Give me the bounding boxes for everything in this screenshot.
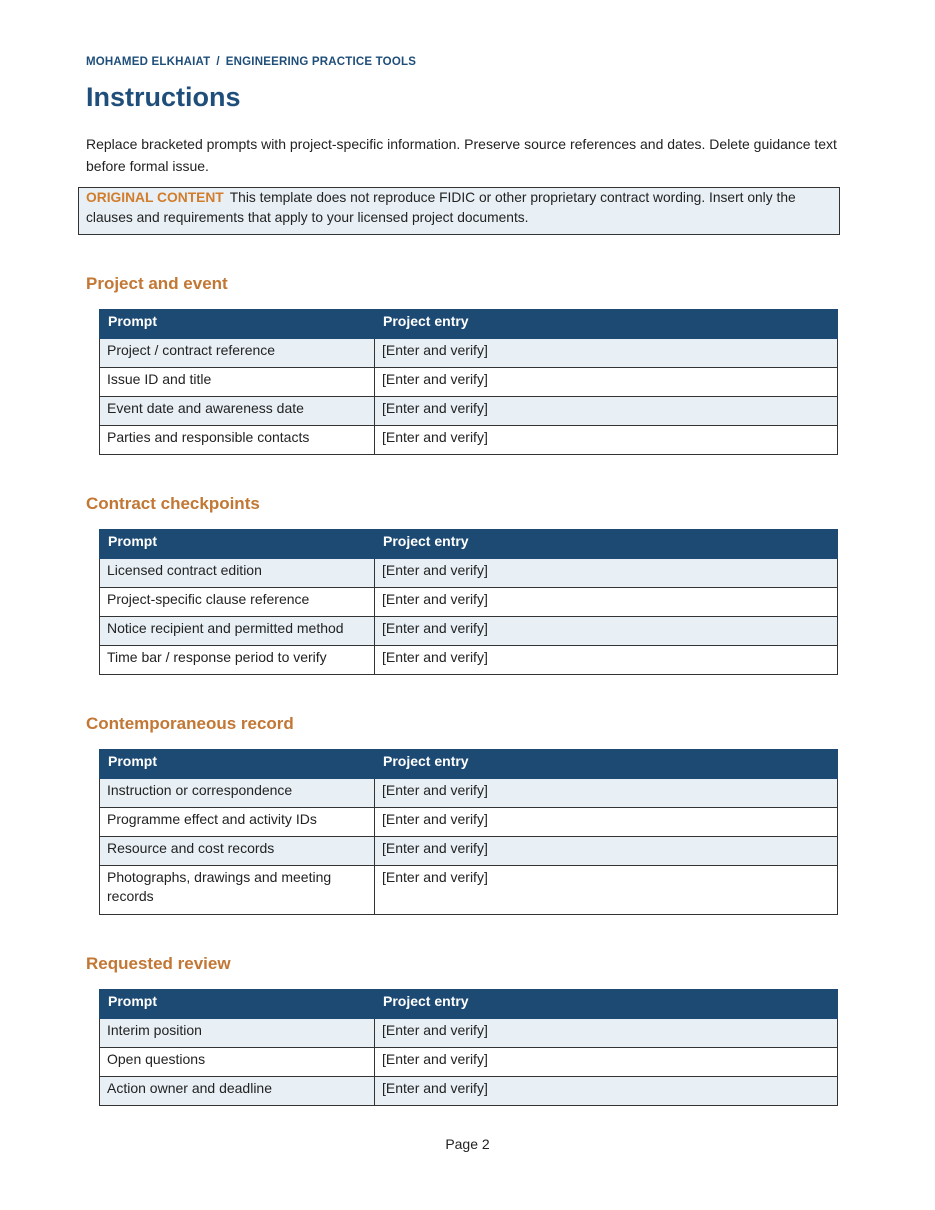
table-row bbox=[100, 397, 838, 426]
prompt-cell: Parties and responsible contacts bbox=[100, 426, 375, 455]
table-contract-checkpoints bbox=[99, 529, 838, 675]
entry-cell[interactable]: [Enter and verify] bbox=[375, 368, 838, 397]
entry-cell[interactable]: [Enter and verify] bbox=[375, 808, 838, 837]
column-header-prompt: Prompt bbox=[100, 990, 375, 1019]
running-header bbox=[86, 56, 416, 68]
table-header-row bbox=[100, 990, 838, 1019]
section-title-requested-review: Requested review bbox=[86, 954, 231, 973]
entry-cell[interactable]: [Enter and verify] bbox=[375, 339, 838, 368]
entry-cell[interactable]: [Enter and verify] bbox=[375, 397, 838, 426]
prompt-cell: Project-specific clause reference bbox=[100, 588, 375, 617]
column-header-entry: Project entry bbox=[375, 990, 838, 1019]
header-series: ENGINEERING PRACTICE TOOLS bbox=[225, 56, 417, 68]
table-row bbox=[100, 559, 838, 588]
table-header-row bbox=[100, 310, 838, 339]
table-row bbox=[100, 1019, 838, 1048]
section-title-project-event: Project and event bbox=[86, 274, 228, 293]
prompt-cell: Issue ID and title bbox=[100, 368, 375, 397]
table-row bbox=[100, 368, 838, 397]
prompt-cell: Time bar / response period to verify bbox=[100, 646, 375, 675]
prompt-cell: Event date and awareness date bbox=[100, 397, 375, 426]
column-header-entry: Project entry bbox=[375, 310, 838, 339]
column-header-entry: Project entry bbox=[375, 530, 838, 559]
table-row bbox=[100, 866, 838, 915]
table-row bbox=[100, 837, 838, 866]
entry-cell[interactable]: [Enter and verify] bbox=[375, 1048, 838, 1077]
table-row bbox=[100, 808, 838, 837]
table-contemporaneous-record bbox=[99, 749, 838, 915]
entry-cell[interactable]: [Enter and verify] bbox=[375, 866, 838, 915]
prompt-cell: Action owner and deadline bbox=[100, 1077, 375, 1106]
prompt-cell: Resource and cost records bbox=[100, 837, 375, 866]
prompt-cell: Project / contract reference bbox=[100, 339, 375, 368]
page-number: Page 2 bbox=[445, 1136, 490, 1152]
entry-cell[interactable]: [Enter and verify] bbox=[375, 426, 838, 455]
entry-cell[interactable]: [Enter and verify] bbox=[375, 559, 838, 588]
table-header-row bbox=[100, 530, 838, 559]
entry-cell[interactable]: [Enter and verify] bbox=[375, 779, 838, 808]
entry-cell[interactable]: [Enter and verify] bbox=[375, 646, 838, 675]
entry-cell[interactable]: [Enter and verify] bbox=[375, 837, 838, 866]
notice-text: This template does not reproduce FIDIC or other proprietary contract wording. Insert only the clauses and requirements that apply to your licensed project documents. bbox=[86, 190, 796, 225]
column-header-entry: Project entry bbox=[375, 750, 838, 779]
table-row bbox=[100, 779, 838, 808]
entry-cell[interactable]: [Enter and verify] bbox=[375, 1019, 838, 1048]
column-header-prompt: Prompt bbox=[100, 530, 375, 559]
column-header-prompt: Prompt bbox=[100, 750, 375, 779]
prompt-cell: Notice recipient and permitted method bbox=[100, 617, 375, 646]
entry-cell[interactable]: [Enter and verify] bbox=[375, 588, 838, 617]
table-row bbox=[100, 588, 838, 617]
table-header-row bbox=[100, 750, 838, 779]
section-title-contract-checkpoints: Contract checkpoints bbox=[86, 494, 260, 513]
intro-paragraph: Replace bracketed prompts with project-specific information. Preserve source references and dates. Delete guidance text before formal issue. bbox=[86, 136, 837, 174]
page-title: Instructions bbox=[86, 82, 241, 112]
section-title-contemporaneous-record: Contemporaneous record bbox=[86, 714, 294, 733]
prompt-cell: Instruction or correspondence bbox=[100, 779, 375, 808]
table-row bbox=[100, 339, 838, 368]
header-author: MOHAMED ELKHAIAT bbox=[86, 56, 211, 68]
prompt-cell: Programme effect and activity IDs bbox=[100, 808, 375, 837]
prompt-cell: Photographs, drawings and meeting records bbox=[100, 866, 375, 915]
original-content-notice bbox=[78, 187, 840, 235]
table-row bbox=[100, 646, 838, 675]
table-row bbox=[100, 617, 838, 646]
header-separator: / bbox=[216, 56, 220, 68]
prompt-cell: Open questions bbox=[100, 1048, 375, 1077]
prompt-cell: Interim position bbox=[100, 1019, 375, 1048]
table-row bbox=[100, 426, 838, 455]
entry-cell[interactable]: [Enter and verify] bbox=[375, 1077, 838, 1106]
column-header-prompt: Prompt bbox=[100, 310, 375, 339]
entry-cell[interactable]: [Enter and verify] bbox=[375, 617, 838, 646]
table-row bbox=[100, 1048, 838, 1077]
prompt-cell: Licensed contract edition bbox=[100, 559, 375, 588]
notice-label: ORIGINAL CONTENT bbox=[86, 190, 224, 205]
table-project-event bbox=[99, 309, 838, 455]
table-row bbox=[100, 1077, 838, 1106]
table-requested-review bbox=[99, 989, 838, 1106]
